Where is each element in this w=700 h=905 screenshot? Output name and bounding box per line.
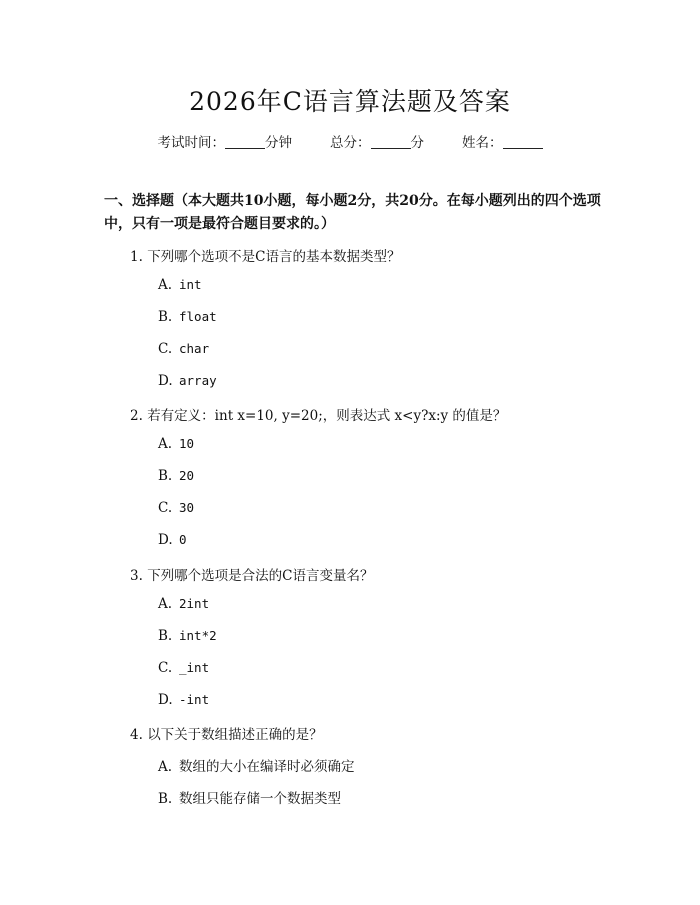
question-4 (130, 723, 323, 743)
question-text: 下列哪个选项不是C语言的基本数据类型？ (147, 249, 401, 265)
option-letter: B. (158, 309, 173, 325)
exam-meta (0, 131, 700, 151)
option-2d (158, 532, 187, 548)
option-1c (158, 341, 209, 357)
option-text: int (179, 277, 202, 292)
option-text: array (179, 373, 217, 388)
option-1d (158, 373, 217, 389)
question-number: 3. (130, 568, 143, 584)
total-score (330, 131, 424, 151)
question-2 (130, 404, 506, 424)
option-text: _int (179, 660, 210, 675)
option-letter: D. (158, 532, 173, 548)
option-letter: C. (158, 341, 173, 357)
option-text: char (179, 341, 210, 356)
option-2b (158, 468, 194, 484)
option-text: 20 (179, 468, 195, 483)
option-letter: A. (158, 596, 173, 612)
question-text: 若有定义：int x=10, y=20;，则表达式 x<y?x:y 的值是？ (147, 408, 507, 424)
option-letter: D. (158, 373, 173, 389)
option-4b (158, 787, 341, 807)
question-number: 4. (130, 727, 143, 743)
option-2a (158, 436, 194, 452)
option-3b (158, 628, 217, 644)
option-text: 数组的大小在编译时必须确定 (179, 759, 355, 775)
exam-time-label: 考试时间： (157, 135, 225, 151)
question-3 (130, 564, 374, 584)
total-score-label: 总分： (330, 135, 371, 151)
option-text: 数组只能存储一个数据类型 (179, 791, 341, 807)
option-text: 2int (179, 596, 210, 611)
question-text: 以下关于数组描述正确的是？ (147, 727, 323, 743)
option-4a (158, 755, 355, 775)
option-letter: A. (158, 436, 173, 452)
option-text: -int (179, 692, 210, 707)
option-letter: A. (158, 277, 173, 293)
option-text: 10 (179, 436, 195, 451)
student-name-blank (503, 134, 543, 149)
question-number: 1. (130, 249, 143, 265)
option-3d (158, 692, 209, 708)
option-text: float (179, 309, 217, 324)
option-letter: B. (158, 468, 173, 484)
page-title: 2026年C语言算法题及答案 (189, 87, 511, 116)
question-number: 2. (130, 408, 143, 424)
option-text: int*2 (179, 628, 217, 643)
option-letter: C. (158, 660, 173, 676)
option-3c (158, 660, 209, 676)
option-text: 30 (179, 500, 195, 515)
section-heading: 一、选择题（本大题共10小题，每小题2分，共20分。在每小题列出的四个选项中，只有一项是最符合题目要求的。） (104, 193, 601, 232)
option-3a (158, 596, 209, 612)
option-letter: D. (158, 692, 173, 708)
exam-time (158, 131, 293, 151)
student-name (462, 131, 543, 151)
total-score-unit: 分 (410, 135, 424, 151)
student-name-label: 姓名： (462, 135, 503, 151)
option-letter: B. (158, 791, 173, 807)
option-letter: B. (158, 628, 173, 644)
option-text: 0 (179, 532, 187, 547)
exam-time-unit: 分钟 (265, 135, 292, 151)
option-2c (158, 500, 194, 516)
option-1a (158, 277, 202, 293)
total-score-blank (371, 134, 411, 149)
question-1 (130, 245, 401, 265)
option-letter: C. (158, 500, 173, 516)
option-letter: A. (158, 759, 173, 775)
question-text: 下列哪个选项是合法的C语言变量名？ (147, 568, 374, 584)
option-1b (158, 309, 217, 325)
exam-time-blank (225, 134, 265, 149)
